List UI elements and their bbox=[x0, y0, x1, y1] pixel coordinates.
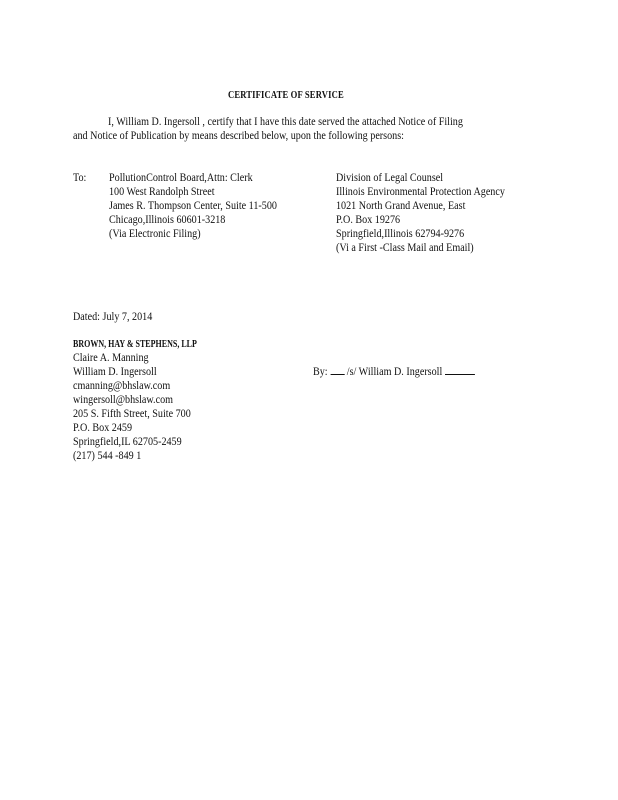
firm-name: BROWN, HAY & STEPHENS, LLP bbox=[73, 339, 197, 350]
intro-line-2: and Notice of Publication by means described below, upon the following persons: bbox=[73, 130, 404, 142]
firm-line: Springfield,IL 62705-2459 bbox=[73, 436, 182, 448]
recipient-right-line: Division of Legal Counsel bbox=[336, 172, 444, 184]
to-label: To: bbox=[73, 172, 87, 184]
signature-rule-left bbox=[330, 374, 344, 375]
recipient-left-line: 100 West Randolph Street bbox=[109, 186, 215, 198]
recipient-right-line: 1021 North Grand Avenue, East bbox=[336, 200, 466, 212]
firm-line: (217) 544 -849 1 bbox=[73, 450, 142, 462]
signature-line bbox=[313, 365, 475, 379]
dated-line: Dated: July 7, 2014 bbox=[73, 311, 153, 323]
signature-name: /s/ William D. Ingersoll bbox=[346, 366, 443, 378]
recipient-left-line: James R. Thompson Center, Suite 11-500 bbox=[109, 200, 277, 212]
firm-line: 205 S. Fifth Street, Suite 700 bbox=[73, 408, 191, 420]
recipient-left-block bbox=[109, 171, 277, 241]
signature-rule-right bbox=[445, 374, 475, 375]
recipient-left-line: Chicago,Illinois 60601-3218 bbox=[109, 214, 226, 226]
firm-block bbox=[73, 351, 191, 463]
recipient-left-line: (Via Electronic Filing) bbox=[109, 228, 201, 240]
firm-line: Claire A. Manning bbox=[73, 352, 149, 364]
recipient-right-block bbox=[336, 171, 505, 255]
firm-line: wingersoll@bhslaw.com bbox=[73, 394, 174, 406]
firm-line: P.O. Box 2459 bbox=[73, 422, 133, 434]
firm-line: William D. Ingersoll bbox=[73, 366, 157, 378]
recipient-right-line: Springfield,Illinois 62794-9276 bbox=[336, 228, 465, 240]
recipient-left-line: PollutionControl Board,Attn: Clerk bbox=[109, 172, 253, 184]
intro-line-1: I, William D. Ingersoll , certify that I have this date served the attached Notice of Filing bbox=[108, 116, 463, 128]
recipient-right-line: (Vi a First -Class Mail and Email) bbox=[336, 242, 474, 254]
signature-by-label: By: bbox=[313, 366, 328, 378]
recipient-right-line: P.O. Box 19276 bbox=[336, 214, 401, 226]
firm-line: cmanning@bhslaw.com bbox=[73, 380, 171, 392]
document-title: CERTIFICATE OF SERVICE bbox=[228, 89, 344, 101]
recipient-right-line: Illinois Environmental Protection Agency bbox=[336, 186, 505, 198]
